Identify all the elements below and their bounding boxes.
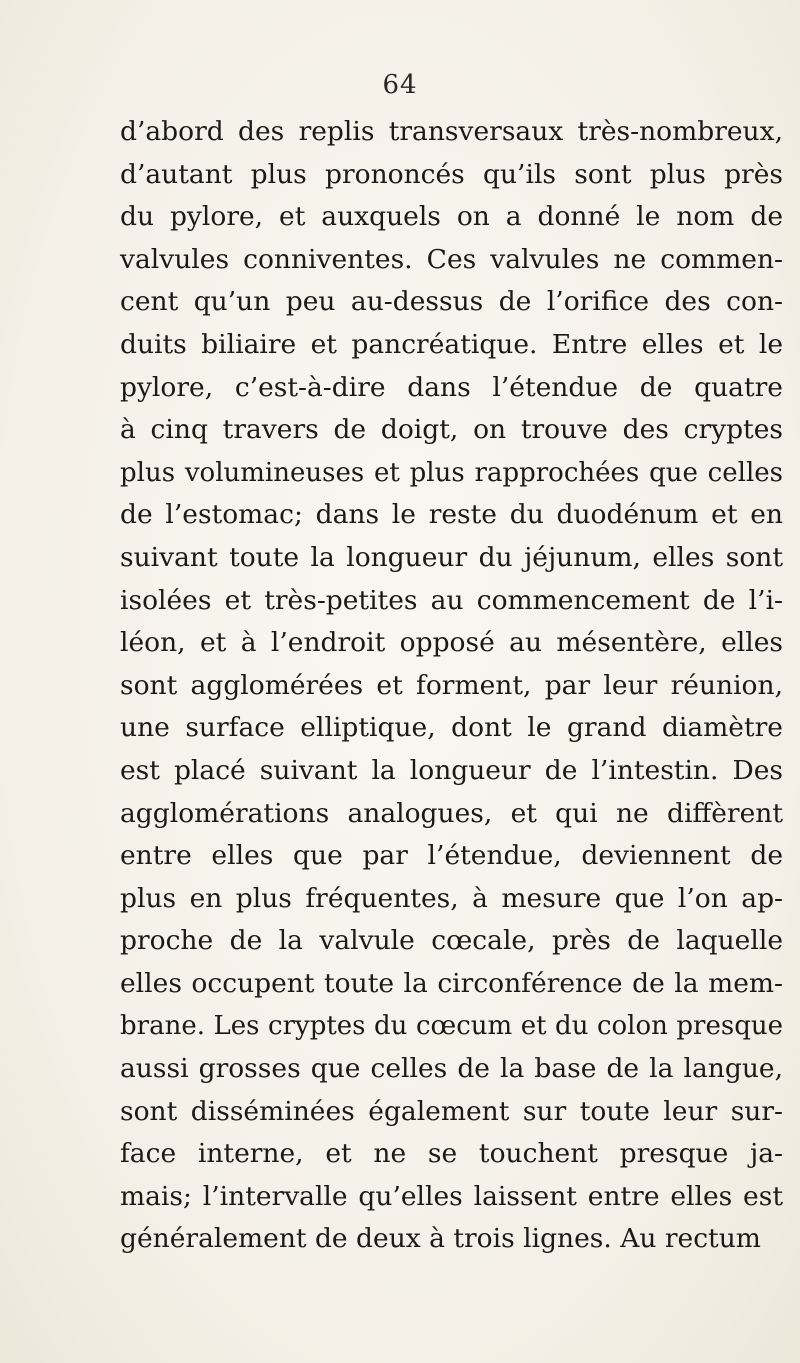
text-line: aussi grosses que celles de la base de la langue, bbox=[120, 1053, 783, 1085]
text-line: sont agglomérées et forment, par leur réunion, bbox=[120, 669, 783, 701]
body-text bbox=[120, 111, 783, 1261]
text-line: plus en plus fréquentes, à mesure que l’on ap- bbox=[120, 882, 783, 914]
text-line: à cinq travers de doigt, on trouve des cryptes bbox=[120, 414, 783, 446]
text-line: sont disséminées également sur toute leur sur- bbox=[120, 1095, 783, 1127]
text-line: agglomérations analogues, et qui ne diffèrent bbox=[120, 797, 783, 829]
page-number: 64 bbox=[382, 70, 418, 100]
text-line: valvules conniventes. Ces valvules ne commen- bbox=[120, 243, 783, 275]
text-line: isolées et très-petites au commencement de l’i- bbox=[120, 584, 783, 616]
text-line: est placé suivant la longueur de l’intestin. Des bbox=[120, 754, 783, 786]
text-line: une surface elliptique, dont le grand diamètre bbox=[120, 712, 783, 744]
text-line: léon, et à l’endroit opposé au mésentère, elles bbox=[120, 627, 783, 659]
text-line: de l’estomac; dans le reste du duodénum et en bbox=[120, 499, 783, 531]
text-line: suivant toute la longueur du jéjunum, elles sont bbox=[120, 541, 783, 573]
text-line: d’abord des replis transversaux très-nombreux, bbox=[120, 116, 783, 147]
text-line: du pylore, et auxquels on a donné le nom de bbox=[120, 201, 783, 233]
text-line: proche de la valvule cœcale, près de laquelle bbox=[120, 925, 783, 957]
text-line: duits biliaire et pancréatique. Entre elles et le bbox=[120, 328, 783, 360]
text-line: cent qu’un peu au-dessus de l’orifice des con- bbox=[120, 286, 783, 318]
text-line: généralement de deux à trois lignes. Au rectum bbox=[120, 1223, 761, 1255]
text-line: brane. Les cryptes du cœcum et du colon presque bbox=[120, 1011, 783, 1042]
text-line: elles occupent toute la circonférence de la mem- bbox=[120, 967, 783, 999]
text-line: pylore, c’est-à-dire dans l’étendue de quatre bbox=[120, 371, 783, 403]
text-line: plus volumineuses et plus rapprochées que celles bbox=[120, 457, 783, 488]
text-line: mais; l’intervalle qu’elles laissent entre elles est bbox=[120, 1180, 783, 1212]
text-line: d’autant plus prononcés qu’ils sont plus près bbox=[120, 158, 783, 190]
text-line: face interne, et ne se touchent presque ja- bbox=[120, 1138, 783, 1170]
text-line: entre elles que par l’étendue, deviennent de bbox=[120, 840, 783, 872]
